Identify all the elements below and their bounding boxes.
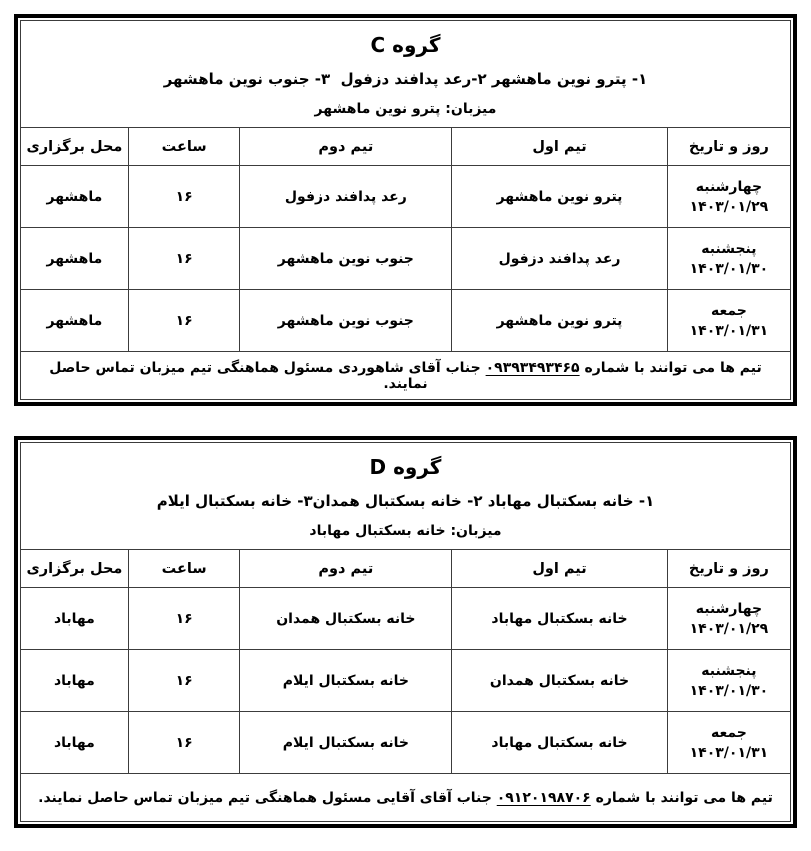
venue-cell: ماهشهر [21,290,129,352]
header-row [21,550,791,588]
match-row [21,650,791,712]
group-d-table [14,436,797,828]
teams-list-line: ۱- خانه بسکتبال مهاباد ۲- خانه بسکتبال همدان۳- خانه بسکتبال ایلام [156,492,655,510]
match-row [21,290,791,352]
time-cell: ۱۶ [128,228,240,290]
group-title: گروه D [369,455,442,479]
team1-cell: رعد پدافند دزفول [452,228,668,290]
team2-cell: خانه بسکتبال همدان [240,588,452,650]
contact-note-suffix: جناب آقای شاهوردی مسئول هماهنگی تیم میزبان تماس حاصل نمایند. [49,359,486,392]
time-cell: ۱۶ [128,712,240,774]
match-date-cell [667,650,790,712]
match-day: جمعه [710,724,747,741]
match-day: چهارشنبه [695,178,763,195]
col-header-venue: محل برگزاری [21,128,129,166]
match-row [21,712,791,774]
phone-number: ۰۹۳۹۳۴۹۳۴۶۵ [485,359,580,376]
match-row [21,166,791,228]
match-date-cell [667,166,790,228]
team2-cell: جنوب نوین ماهشهر [240,228,452,290]
group-c-title-cell [21,21,791,128]
match-date: ۱۴۰۳/۰۱/۳۰ [689,260,769,277]
contact-note-prefix: تیم ها می توانند با شماره [590,789,773,806]
note-row [21,774,791,822]
group-d-title-row [21,443,791,550]
col-header-date: روز و تاریخ [667,550,790,588]
match-date-cell [667,588,790,650]
team1-cell: پترو نوین ماهشهر [452,290,668,352]
col-header-team1: تیم اول [452,128,668,166]
group-d-title-cell [21,443,791,550]
match-day: پنجشنبه [701,240,757,257]
match-row [21,228,791,290]
group-c-schedule [20,20,791,400]
venue-cell: مهاباد [21,650,129,712]
time-cell: ۱۶ [128,588,240,650]
team1-cell: خانه بسکتبال مهاباد [452,712,668,774]
match-day: جمعه [710,302,747,319]
match-date: ۱۴۰۳/۰۱/۲۹ [689,620,769,637]
venue-cell: ماهشهر [21,228,129,290]
host-line: میزبان: خانه بسکتبال مهاباد [309,523,502,539]
team1-cell: پترو نوین ماهشهر [452,166,668,228]
match-date-cell [667,228,790,290]
col-header-team2: تیم دوم [240,550,452,588]
match-date: ۱۴۰۳/۰۱/۳۱ [689,744,769,761]
team2-cell: خانه بسکتبال ایلام [240,650,452,712]
time-cell: ۱۶ [128,290,240,352]
contact-note [21,774,791,822]
team1-cell: خانه بسکتبال مهاباد [452,588,668,650]
team1-cell: خانه بسکتبال همدان [452,650,668,712]
team2-cell: خانه بسکتبال ایلام [240,712,452,774]
group-title: گروه C [370,33,441,57]
col-header-time: ساعت [128,550,240,588]
match-day: پنجشنبه [701,662,757,679]
time-cell: ۱۶ [128,166,240,228]
match-date-cell [667,290,790,352]
contact-note-suffix: جناب آقای آقایی مسئول هماهنگی تیم میزبان تماس حاصل نمایند. [38,789,497,806]
col-header-team2: تیم دوم [240,128,452,166]
teams-list-line: ۱- پترو نوین ماهشهر ۲-رعد پدافند دزفول ۳- جنوب نوین ماهشهر [163,70,648,88]
venue-cell: مهاباد [21,712,129,774]
match-date: ۱۴۰۳/۰۱/۳۱ [689,322,769,339]
match-row [21,588,791,650]
note-row [21,352,791,400]
team2-cell: رعد پدافند دزفول [240,166,452,228]
time-cell: ۱۶ [128,650,240,712]
col-header-venue: محل برگزاری [21,550,129,588]
col-header-date: روز و تاریخ [667,128,790,166]
team2-cell: جنوب نوین ماهشهر [240,290,452,352]
header-row [21,128,791,166]
phone-number: ۰۹۱۲۰۱۹۸۷۰۶ [496,789,591,806]
match-day: چهارشنبه [695,600,763,617]
venue-cell: ماهشهر [21,166,129,228]
col-header-team1: تیم اول [452,550,668,588]
group-c-table [14,14,797,406]
group-d-schedule [20,442,791,822]
contact-note-prefix: تیم ها می توانند با شماره [579,359,762,376]
host-line: میزبان: پترو نوین ماهشهر [314,101,497,117]
group-c-title-row [21,21,791,128]
match-date: ۱۴۰۳/۰۱/۳۰ [689,682,769,699]
match-date: ۱۴۰۳/۰۱/۲۹ [689,198,769,215]
match-date-cell [667,712,790,774]
contact-note [21,352,791,400]
col-header-time: ساعت [128,128,240,166]
venue-cell: مهاباد [21,588,129,650]
